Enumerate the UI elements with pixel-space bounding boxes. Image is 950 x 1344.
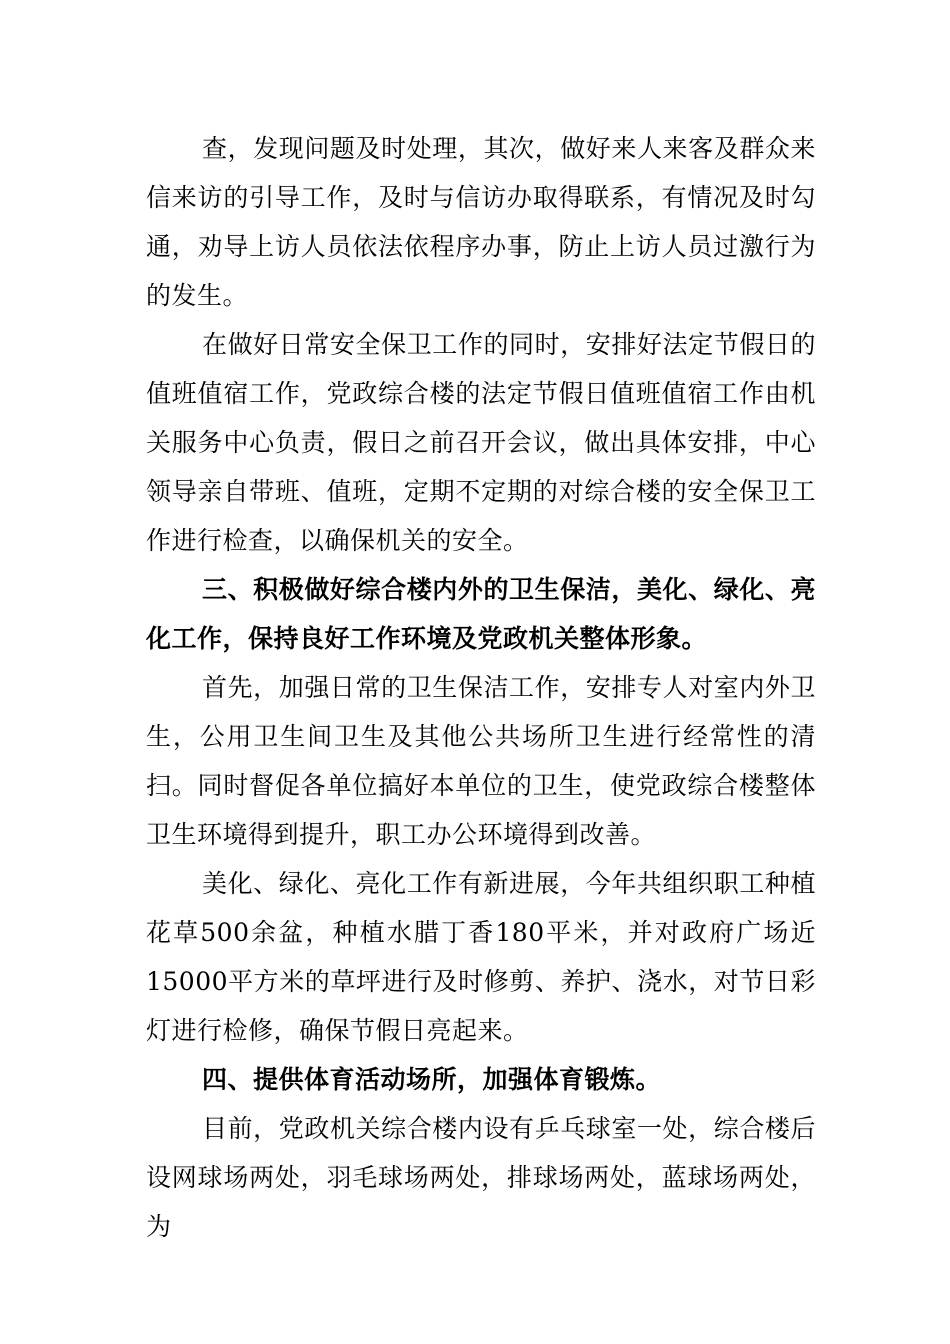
paragraph-holiday-duty: 在做好日常安全保卫工作的同时，安排好法定节假日的值班值宿工作，党政综合楼的法定节假日值班值宿工作由机关服务中心负责，假日之前召开会议，做出具体安排，中心领导亲自带班、值班，定期不定期的对综合楼的安全保卫工作进行检查，以确保机关的安全。 <box>146 330 816 555</box>
section-heading-sanitation: 三、积极做好综合楼内外的卫生保洁，美化、绿化、亮化工作，保持良好工作环境及党政机关整体形象。 <box>146 575 816 653</box>
paragraph-daily-cleaning: 首先，加强日常的卫生保洁工作，安排专人对室内外卫生，公用卫生间卫生及其他公共场所卫生进行经常性的清扫。同时督促各单位搞好本单位的卫生，使党政综合楼整体卫生环境得到提升，职工办公环境得到改善。 <box>146 673 816 849</box>
paragraph-security-continued: 查，发现问题及时处理，其次，做好来人来客及群众来信来访的引导工作，及时与信访办取得联系，有情况及时勾通，劝导上访人员依法依程序办事，防止上访人员过激行为的发生。 <box>146 134 816 310</box>
paragraph-greening: 美化、绿化、亮化工作有新进展，今年共组织职工种植花草500余盆，种植水腊丁香180平米，并对政府广场近15000平方米的草坪进行及时修剪、养护、浇水，对节日彩灯进行检修，确保节假日亮起来。 <box>146 869 816 1045</box>
document-body <box>146 124 816 1251</box>
paragraph-sports-facilities: 目前，党政机关综合楼内设有乒乓球室一处，综合楼后设网球场两处，羽毛球场两处，排球场两处，蓝球场两处，为 <box>146 1114 816 1241</box>
section-heading-sports: 四、提供体育活动场所，加强体育锻炼。 <box>202 1065 662 1094</box>
